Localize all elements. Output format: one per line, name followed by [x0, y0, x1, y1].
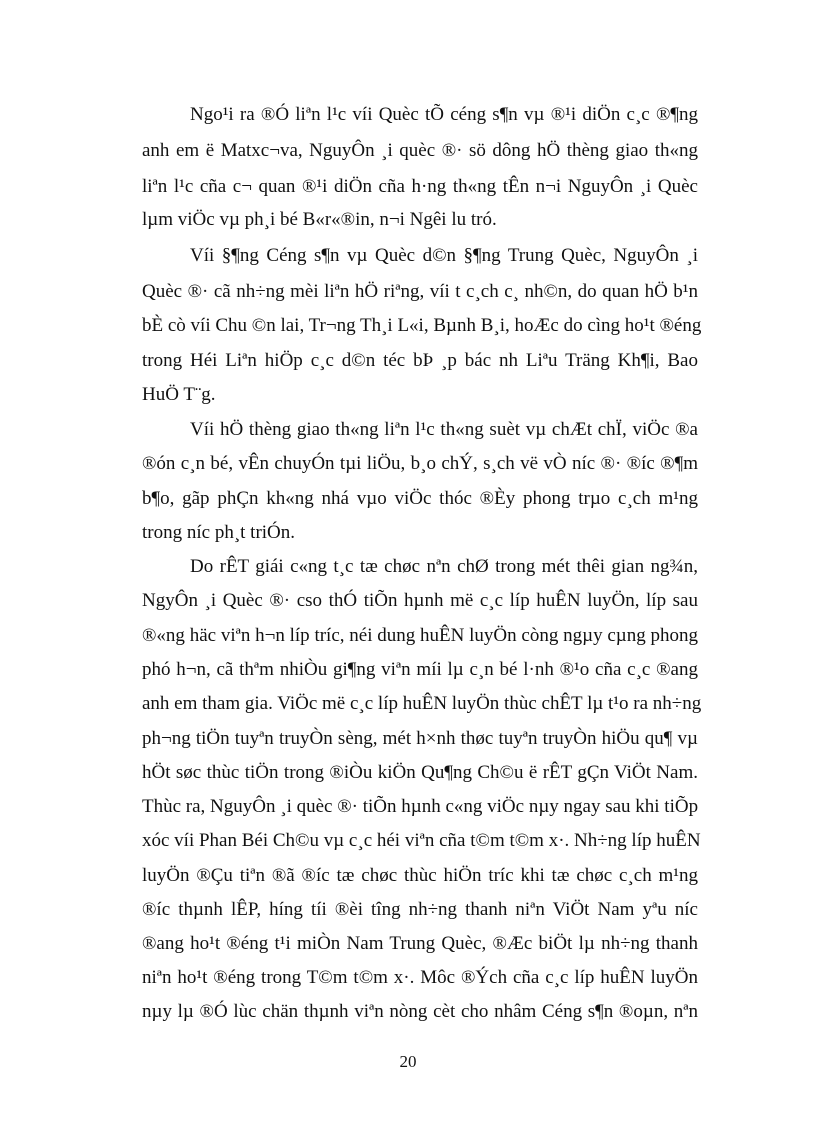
paragraph-1-line-3: liªn l¹c cña c¬ quan ®¹i diÖn cña h·ng th«ng tÊn n¬i NguyÔn ¸i Quèc [142, 176, 698, 197]
paragraph-2-line-2: Quèc ®· cã nh÷ng mèi liªn hÖ riªng, víi t c¸ch c¸ nh©n, do quan hÖ b¹n [142, 281, 698, 302]
paragraph-4-line-9: xóc víi Phan Béi Ch©u vµ c¸c héi viªn cña t©m t©m x·. Nh÷ng líp huÊN [142, 830, 701, 851]
paragraph-4-line-13: niªn ho¹t ®éng trong T©m t©m x·. Môc ®Ých cña c¸c líp huÊN luyÖn [142, 967, 698, 988]
paragraph-4-line-2: NgyÔn ¸i Quèc ®· cso thÓ tiÕn hµnh më c¸c líp huÊN luyÖn, líp sau [142, 590, 698, 611]
paragraph-4-line-6: ph¬ng tiÖn tuyªn truyÒn sèng, mét h×nh thøc tuyªn truyÒn hiÖu qu¶ vµ [142, 728, 698, 749]
paragraph-1-line-1: Ngo¹i ra ®Ó liªn l¹c víi Quèc tÕ céng s¶n vµ ®¹i diÖn c¸c ®¶ng [190, 104, 698, 125]
paragraph-3-line-1: Víi hÖ thèng giao th«ng liªn l¹c th«ng suèt vµ chÆt chÏ, viÖc ®a [190, 419, 698, 440]
paragraph-4-line-8: Thùc ra, NguyÔn ¸i quèc ®· tiÕn hµnh c«ng viÖc nµy ngay sau khi tiÕp [142, 796, 699, 817]
paragraph-1-line-2: anh em ë Matxc¬va, NguyÔn ¸i quèc ®· sö dông hÖ thèng giao th«ng [142, 140, 698, 161]
paragraph-2-line-4: trong Héi Liªn hiÖp c¸c d©n téc bÞ ¸p bác nh Liªu Träng Kh¶i, Bao [142, 350, 698, 371]
page-number: 20 [399, 1052, 417, 1071]
paragraph-1-line-4: lµm viÖc vµ ph¸i bé B«r«®in, n¬i Ngêi lu tró. [142, 209, 497, 230]
paragraph-3-line-2: ®ón c¸n bé, vÊn chuyÓn tµi liÖu, b¸o chÝ, s¸ch vë vÒ níc ®· ®íc ®¶m [142, 453, 698, 474]
paragraph-4-line-7: hÖt søc thùc tiÖn trong ®iÒu kiÖn Qu¶ng Ch©u ë rÊT gÇn ViÖt Nam. [142, 762, 698, 783]
paragraph-4-line-11: ®íc thµnh lÊP, híng tíi ®èi tîng nh÷ng thanh niªn ViÖt Nam yªu níc [142, 899, 698, 920]
paragraph-2-line-1: Víi §¶ng Céng s¶n vµ Quèc d©n §¶ng Trung Quèc, NguyÔn ¸i [190, 245, 698, 266]
paragraph-4-line-3: ®«ng häc viªn h¬n líp tríc, néi dung huÊN luyÖn còng ngµy cµng phong [142, 625, 698, 646]
paragraph-4-line-4: phó h¬n, cã thªm nhiÒu gi¶ng viªn míi lµ c¸n bé l·nh ®¹o cña c¸c ®ang [142, 659, 698, 680]
paragraph-3-line-3: b¶o, gãp phÇn kh«ng nhá vµo viÖc thóc ®Èy phong trµo c¸ch m¹ng [142, 488, 698, 509]
paragraph-4-line-1: Do rÊT giái c«ng t¸c tæ chøc nªn chØ trong mét thêi gian ng¾n, [190, 556, 698, 577]
paragraph-4-line-10: luyÖn ®Çu tiªn ®ã ®íc tæ chøc thùc hiÖn tríc khi tæ chøc c¸ch m¹ng [142, 865, 698, 886]
paragraph-4-line-5: anh em tham gia. ViÖc më c¸c líp huÊN luyÖn thùc chÊT lµ t¹o ra nh÷ng [142, 693, 702, 714]
paragraph-2-line-3: bÈ cò víi Chu ©n lai, Tr¬ng Th¸i L«i, Bµnh B¸i, hoÆc do cìng ho¹t ®éng [142, 315, 702, 336]
paragraph-2-line-5: HuÖ T¨g. [142, 384, 216, 405]
paragraph-4-line-12: ®ang ho¹t ®éng t¹i miÒn Nam Trung Quèc, ®Æc biÖt lµ nh÷ng thanh [142, 933, 698, 954]
paragraph-3-line-4: trong níc ph¸t triÓn. [142, 522, 296, 543]
paragraph-4-line-14: nµy lµ ®Ó lùc chän thµnh viªn nòng cèt cho nhâm Céng s¶n ®oµn, nªn [142, 1001, 698, 1022]
